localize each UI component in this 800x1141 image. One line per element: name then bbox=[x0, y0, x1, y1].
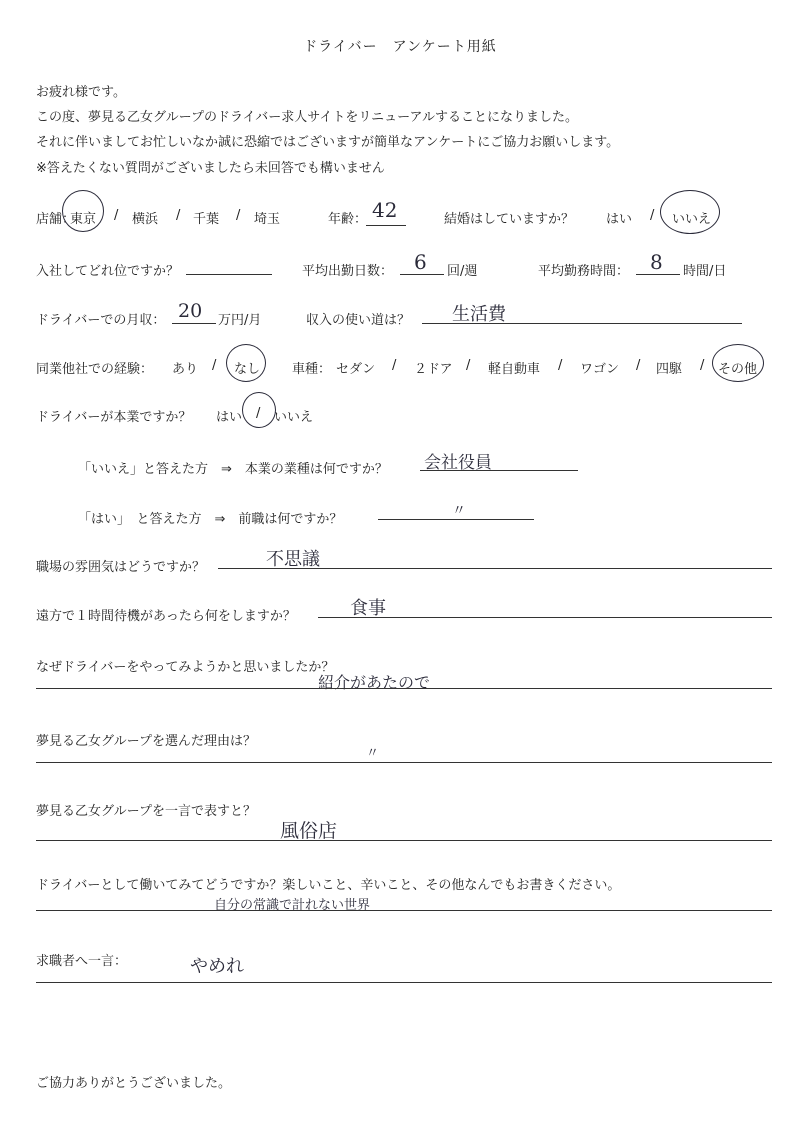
car-sep-4: / bbox=[636, 358, 641, 373]
hours-underline bbox=[636, 274, 680, 275]
mainjob-selected-circle bbox=[242, 392, 276, 428]
usage-label: 収入の使い道は？ bbox=[306, 313, 411, 328]
atmosphere-answer[interactable]: 不思議 bbox=[266, 549, 320, 570]
why-group-label: 夢見る乙女グループを選んだ理由は？ bbox=[36, 734, 256, 749]
ifyes-label: 「はい」 と答えた方 ⇒ 前職は何ですか？ bbox=[78, 512, 343, 527]
one-word-label: 夢見る乙女グループを一言で表すと？ bbox=[36, 804, 256, 819]
atmosphere-underline bbox=[218, 568, 772, 569]
income-answer[interactable]: 20 bbox=[178, 300, 203, 322]
message-underline bbox=[36, 982, 772, 983]
mainjob-option-yes[interactable]: はい bbox=[216, 410, 243, 425]
car-selected-circle bbox=[712, 344, 764, 382]
usage-underline bbox=[422, 323, 742, 324]
experience-selected-circle bbox=[226, 344, 266, 382]
atmosphere-label: 職場の雰囲気はどうですか？ bbox=[36, 560, 206, 575]
attendance-underline bbox=[400, 274, 444, 275]
one-word-answer[interactable]: 風俗店 bbox=[280, 820, 338, 842]
ifyes-answer[interactable]: 〃 bbox=[452, 503, 466, 519]
experience-option-no[interactable]: なし bbox=[234, 362, 261, 377]
car-sep-2: / bbox=[466, 358, 471, 373]
why-group-underline bbox=[36, 762, 772, 763]
attendance-answer[interactable]: 6 bbox=[414, 250, 427, 274]
tenure-underline bbox=[186, 274, 272, 275]
closing-text: ご協力ありがとうございました。 bbox=[36, 1076, 232, 1091]
experience-option-yes[interactable]: あり bbox=[172, 362, 199, 377]
ifno-answer[interactable]: 会社役員 bbox=[424, 453, 492, 473]
message-label: 求職者へ一言： bbox=[36, 954, 128, 969]
car-option-4wd[interactable]: 四駆 bbox=[656, 362, 683, 377]
married-option-yes[interactable]: はい bbox=[606, 212, 633, 227]
store-sep-3: / bbox=[236, 208, 241, 223]
car-option-other[interactable]: その他 bbox=[718, 362, 758, 377]
car-sep-3: / bbox=[558, 358, 563, 373]
why-driver-underline bbox=[36, 688, 772, 689]
tenure-label: 入社してどれ位ですか？ bbox=[36, 264, 180, 279]
experience-sep: / bbox=[212, 358, 217, 373]
ifno-label: 「いいえ」と答えた方 ⇒ 本業の業種は何ですか？ bbox=[78, 462, 388, 477]
hours-label: 平均勤務時間： bbox=[538, 264, 630, 279]
married-option-no[interactable]: いいえ bbox=[672, 212, 712, 227]
store-sep-2: / bbox=[176, 208, 181, 223]
message-answer[interactable]: やめれ bbox=[190, 956, 244, 977]
experience-free-underline bbox=[36, 910, 772, 911]
married-sep: / bbox=[650, 208, 655, 223]
attendance-label: 平均出勤日数： bbox=[302, 264, 394, 279]
car-label: 車種： bbox=[292, 362, 332, 377]
store-option-saitama[interactable]: 埼玉 bbox=[254, 212, 281, 227]
ifno-underline bbox=[420, 470, 578, 471]
car-option-wagon[interactable]: ワゴン bbox=[580, 362, 620, 377]
experience-free-answer[interactable]: 自分の常識で計れない世界 bbox=[214, 898, 371, 913]
mainjob-option-no[interactable]: いいえ bbox=[274, 410, 314, 425]
store-selected-circle bbox=[62, 190, 104, 232]
age-label: 年齢： bbox=[328, 212, 368, 227]
survey-title: ドライバー アンケート用紙 bbox=[303, 39, 497, 55]
car-option-2door[interactable]: ２ドア bbox=[414, 362, 453, 377]
married-label: 結婚はしていますか？ bbox=[444, 212, 575, 227]
married-selected-circle bbox=[660, 190, 720, 234]
hours-unit: 時間/日 bbox=[683, 264, 727, 279]
experience-label: 同業他社での経験： bbox=[36, 362, 154, 377]
ifyes-underline bbox=[378, 519, 534, 520]
usage-answer[interactable]: 生活費 bbox=[452, 304, 506, 325]
experience-free-label: ドライバーとして働いてみてどうですか？楽しいこと、辛いこと、その他なんでもお書きください。 bbox=[36, 878, 621, 893]
store-sep-1: / bbox=[114, 208, 119, 223]
wait-answer[interactable]: 食事 bbox=[350, 598, 386, 619]
income-label: ドライバーでの月収： bbox=[36, 313, 166, 328]
why-driver-answer[interactable]: 紹介があたので bbox=[318, 673, 431, 692]
car-option-kei[interactable]: 軽自動車 bbox=[488, 362, 541, 377]
why-driver-label: なぜドライバーをやってみようかと思いましたか？ bbox=[36, 660, 335, 675]
attendance-unit: 回/週 bbox=[447, 264, 478, 279]
car-option-sedan[interactable]: セダン bbox=[336, 362, 376, 377]
hours-answer[interactable]: 8 bbox=[650, 250, 663, 274]
mainjob-sep: / bbox=[256, 406, 261, 421]
wait-label: 遠方で１時間待機があったら何をしますか？ bbox=[36, 609, 296, 624]
income-unit: 万円/月 bbox=[218, 313, 262, 328]
wait-underline bbox=[318, 617, 772, 618]
store-label: 店舗： bbox=[36, 212, 76, 227]
intro-line-3: それに伴いましてお忙しいなか誠に恐縮ではございますが簡単なアンケートにご協力お願いします。 bbox=[36, 135, 620, 150]
store-option-chiba[interactable]: 千葉 bbox=[193, 212, 220, 227]
mainjob-label: ドライバーが本業ですか？ bbox=[36, 410, 192, 425]
store-option-yokohama[interactable]: 横浜 bbox=[132, 212, 159, 227]
store-option-tokyo[interactable]: 東京 bbox=[70, 212, 97, 227]
car-sep-1: / bbox=[392, 358, 397, 373]
car-sep-5: / bbox=[700, 358, 705, 373]
age-underline bbox=[366, 225, 406, 226]
age-answer[interactable]: 42 bbox=[372, 198, 398, 222]
one-word-underline bbox=[36, 840, 772, 841]
intro-line-1: お疲れ様です。 bbox=[36, 85, 126, 100]
intro-line-2: この度、夢見る乙女グループのドライバー求人サイトをリニューアルすることになりました。 bbox=[36, 110, 578, 125]
intro-line-4: ※答えたくない質問がございましたら未回答でも構いません bbox=[36, 161, 385, 176]
why-group-answer[interactable]: 〃 bbox=[366, 746, 380, 761]
income-underline bbox=[172, 323, 216, 324]
